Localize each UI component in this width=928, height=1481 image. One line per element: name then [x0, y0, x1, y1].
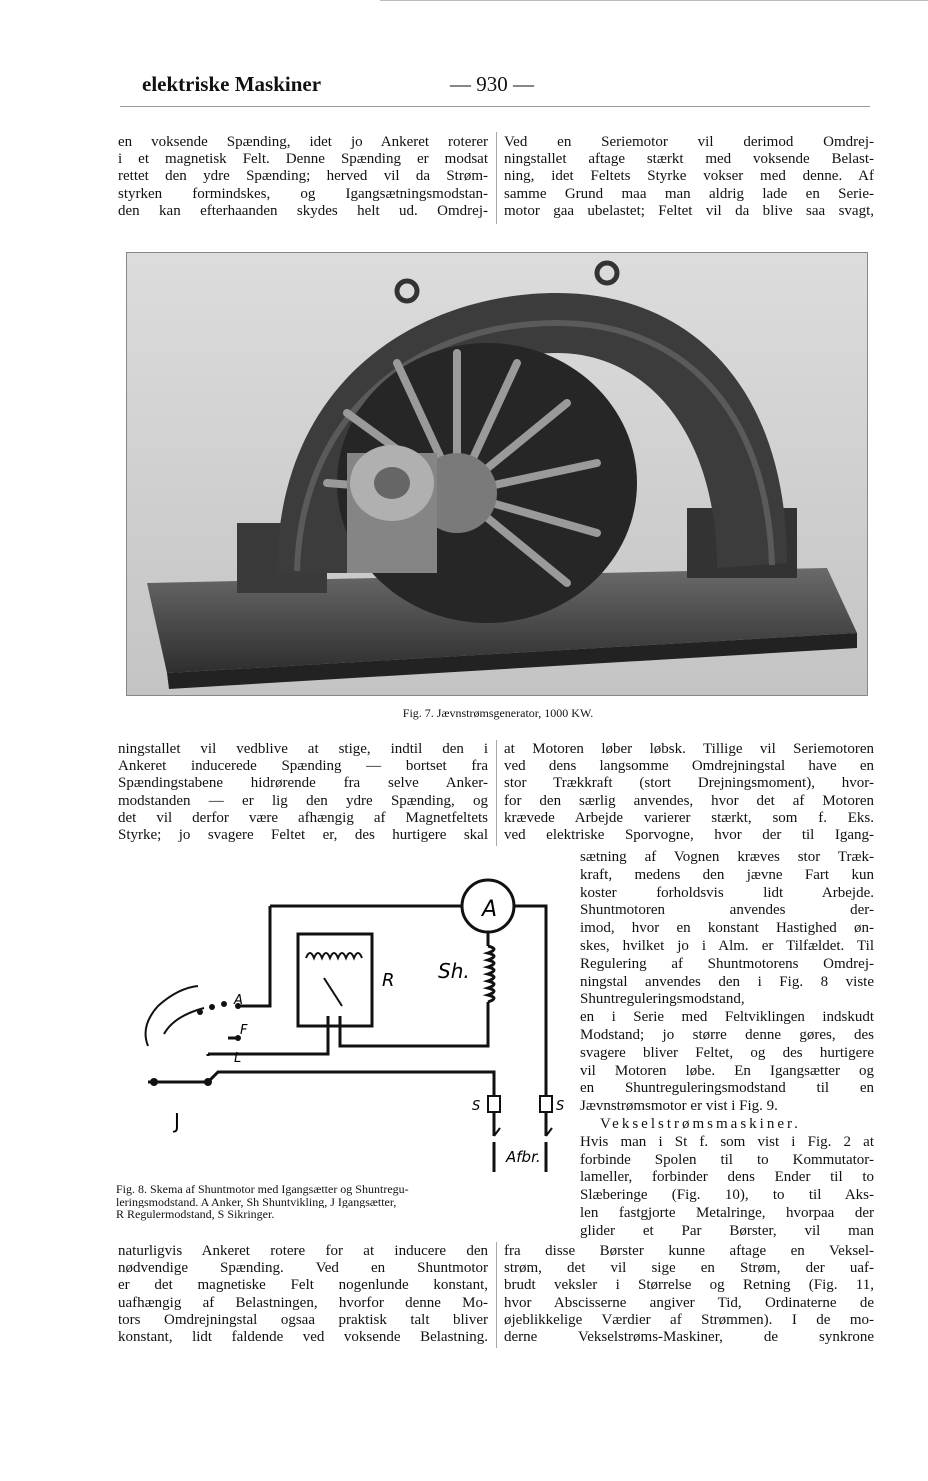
text-line: strøm, det vil sige en Strøm, der uaf-: [504, 1260, 874, 1277]
top-rule: [380, 0, 928, 1]
text-line: den kan efterhaanden skydes helt ud. Omdrej-: [118, 202, 488, 219]
page-number: — 930 —: [450, 72, 534, 96]
contact-l-label: L: [234, 1051, 242, 1066]
section-heading: Vekselstrømsmaskiner.: [600, 1115, 801, 1132]
text-line: er det magnetiske Felt nogenlunde konstant,: [118, 1277, 488, 1294]
starter-label: J: [174, 1109, 180, 1133]
text-line: svagere bliver Feltet, og des hurtigere: [580, 1044, 874, 1061]
text-line: naturligvis Ankeret rotere for at inducere den: [118, 1243, 488, 1259]
text-line: nødvendige Spænding. Ved en Shuntmotor: [118, 1260, 488, 1277]
regulator-box: [298, 934, 372, 1026]
caption-line: Fig. 8. Skema af Shuntmotor med Igangsætter og Shuntregu-: [116, 1183, 409, 1196]
text-line: Spændingstabene hidrørende fra selve Anker-: [118, 775, 488, 792]
column-divider: [496, 1242, 497, 1348]
text-line: en Shuntreguleringsmodstand til en: [580, 1080, 874, 1097]
page-header: [120, 72, 880, 102]
text-line: ning, idet Feltets Styrke vokser med denne. Af: [504, 168, 874, 185]
text-line: hvor Abscisserne angiver Tid, Ordinaterne de: [504, 1294, 874, 1311]
text-line: Shuntreguleringsmodstand,: [580, 991, 745, 1008]
generator-illustration: [127, 253, 867, 695]
text-line: derne Vekselstrøms-Maskiner, de synkrone: [504, 1329, 874, 1346]
top-left-column: [118, 134, 488, 220]
wrap-column: [580, 849, 874, 1241]
bottom-right-column: [504, 1243, 874, 1346]
text-line: en i Serie med Feltviklingen indskudt: [580, 1009, 874, 1026]
text-line: en voksende Spænding, idet jo Ankeret roterer: [118, 134, 488, 150]
text-line: ningstal anvendes den i Fig. 8 viste: [580, 973, 874, 990]
text-line: uafhængig af Belastningen, hvorfor denne Mo-: [118, 1294, 488, 1311]
text-line: forbinde Spolen til to Kommutator-: [580, 1151, 874, 1168]
switch-label: Afbr.: [506, 1148, 541, 1166]
figure-7-caption: Fig. 7. Jævnstrømsgenerator, 1000 KW.: [402, 706, 594, 720]
text-line: sætning af Vognen kræves stor Træk-: [580, 849, 874, 865]
text-line: tors Omdrejningstal ogsaa praktisk talt bliver: [118, 1311, 488, 1328]
text-line: Regulering af Shuntmotorens Omdrej-: [580, 955, 874, 972]
text-line: len fastgjorte Metalringe, hvorpaa der: [580, 1204, 874, 1221]
text-line: at Motoren løber løbsk. Tillige vil Seriemotoren: [504, 741, 874, 757]
text-line: styrken formindskes, og Igangsætningsmodstan-: [118, 185, 488, 202]
column-divider: [496, 740, 497, 846]
column-divider: [496, 132, 497, 224]
text-line: motor gaa ubelastet; Feltet vil da blive saa svagt,: [504, 202, 874, 219]
text-line: Jævnstrømsmotor er vist i Fig. 9.: [580, 1098, 778, 1115]
header-rule: [120, 106, 870, 107]
middle-left-column: [118, 741, 488, 844]
text-line: rettet den ydre Spænding; herved vil da Strøm-: [118, 168, 488, 185]
text-line: fra disse Børster kunne aftage en Veksel-: [504, 1243, 874, 1259]
text-line: ningstallet aftage stærkt med voksende Belast-: [504, 151, 874, 168]
contact-f-label: F: [240, 1023, 248, 1038]
caption-line: R Regulermodstand, S Sikringer.: [116, 1208, 275, 1221]
text-line: imod, hvor en konstant Hastighed øn-: [580, 920, 874, 937]
text-line: Hvis man i St f. som vist i Fig. 2 at: [580, 1133, 874, 1150]
text-line: Modstand; jo større denne gøres, des: [580, 1026, 874, 1043]
text-line: brudt veksler i Størrelse og Retning (Fig. 11,: [504, 1277, 874, 1294]
text-line: for den særlig anvendes, hvor det af Motoren: [504, 792, 874, 809]
text-line: modstanden — er lig den ydre Spænding, og: [118, 792, 488, 809]
text-line: lameller, forbinder dens Ender til to: [580, 1169, 874, 1186]
text-line: det vil derfor være afhængig af Magnetfeltets: [118, 809, 488, 826]
figure-8-diagram: [128, 866, 568, 1178]
figure-8-caption: [116, 1183, 566, 1221]
text-line: Shuntmotoren anvendes der-: [580, 902, 874, 919]
generator-photo: [126, 252, 868, 696]
caption-line: leringsmodstand. A Anker, Sh Shuntvikling, J Igangsætter,: [116, 1195, 397, 1208]
regulator-label: R: [382, 970, 395, 991]
shunt-motor-circuit: [128, 866, 568, 1178]
text-line: i et magnetisk Felt. Denne Spænding er modsat: [118, 151, 488, 168]
text-line: stor Trækkraft (stort Drejningsmoment), hvor-: [504, 775, 874, 792]
shunt-coil: [488, 946, 494, 1002]
text-line: ved elektriske Sporvogne, hvor der til Igang-: [504, 827, 874, 844]
text-line: øjeblikkelige Værdier af Strømmen). I de mo-: [504, 1311, 874, 1328]
text-line: Ankeret inducerede Spænding — bortset fra: [118, 758, 488, 775]
top-right-column: [504, 134, 874, 220]
text-line: Ved en Seriemotor vil derimod Omdrej-: [504, 134, 874, 150]
text-line: koster forholdsvis lidt Arbejde.: [580, 884, 874, 901]
text-line: skes, hvilket jo i Alm. er Tilfældet. Til: [580, 937, 874, 954]
text-line: samme Grund maa man aldrig lade en Serie-: [504, 185, 874, 202]
armature-label: A: [482, 897, 498, 922]
text-line: vil Motoren løbe. En Igangsætter og: [580, 1062, 874, 1079]
fuse-right-label: S: [556, 1099, 565, 1114]
middle-right-column: [504, 741, 874, 844]
text-line: Styrke; jo svagere Feltet er, des hurtigere skal: [118, 827, 488, 844]
text-line: Slæberinge (Fig. 10), to til Aks-: [580, 1187, 874, 1204]
shunt-label: Sh.: [438, 959, 470, 983]
text-line: konstant, lidt faldende ved voksende Belastning.: [118, 1329, 488, 1346]
contact-a-label: A: [234, 993, 243, 1008]
text-line: ningstallet vil vedblive at stige, indtil den i: [118, 741, 488, 757]
text-line: kraft, medens den jævne Fart kun: [580, 866, 874, 883]
running-title: elektriske Maskiner: [142, 72, 322, 96]
text-line: glider et Par Børster, vil man: [580, 1222, 874, 1239]
fuse-left-label: S: [472, 1099, 481, 1114]
text-line: krævede Arbejde varierer stærkt, som f. Eks.: [504, 809, 874, 826]
bottom-left-column: [118, 1243, 488, 1346]
text-line: ved dens langsomme Omdrejningstal have en: [504, 758, 874, 775]
